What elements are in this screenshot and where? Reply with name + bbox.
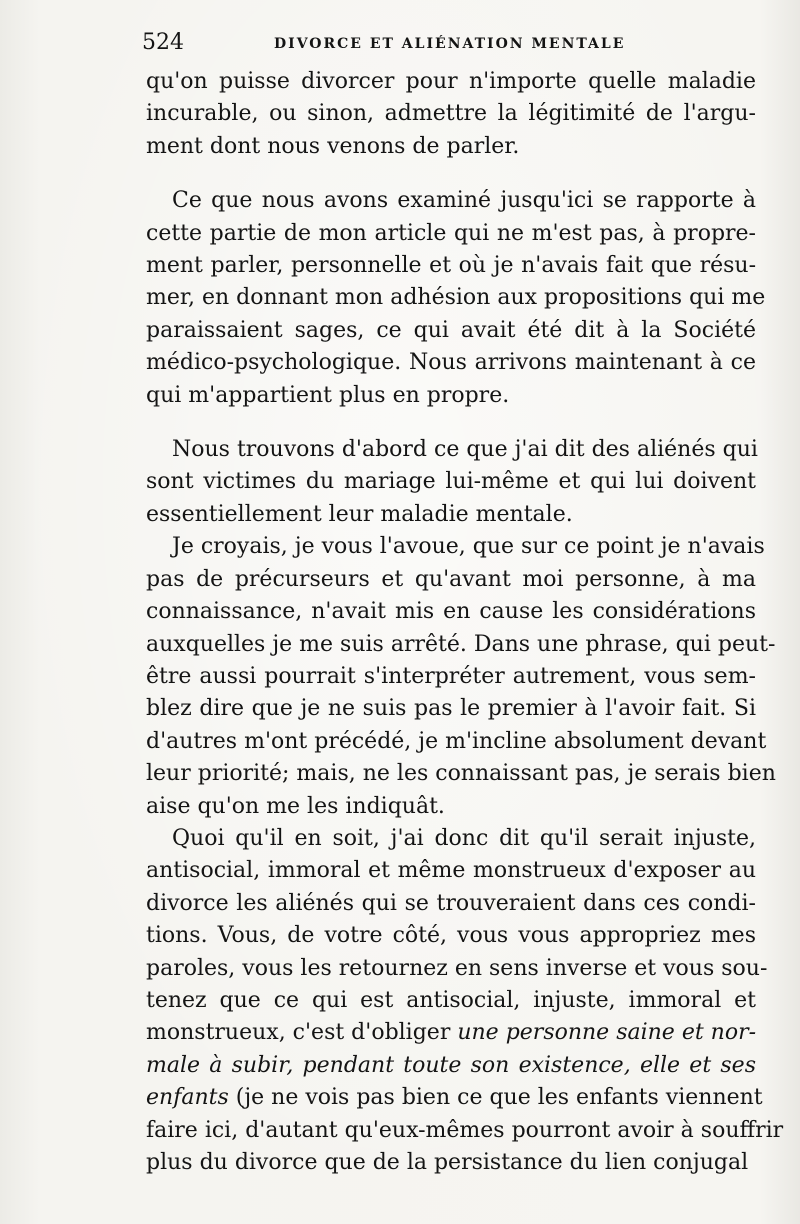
paragraph xyxy=(146,66,756,163)
running-head xyxy=(142,30,756,56)
text-line: essentiellement leur maladie mentale. xyxy=(146,501,573,527)
text-line: leur priorité; mais, ne les connaissant pas, je serais bien xyxy=(146,761,776,787)
paragraph xyxy=(146,185,766,412)
text-line xyxy=(146,1082,763,1114)
text-line-content: Ce que nous avons examiné jusqu'ici se rapporte à xyxy=(172,188,756,214)
page-number: 524 xyxy=(142,30,184,55)
text-line xyxy=(146,434,756,466)
text-line xyxy=(146,185,756,217)
text-line: blez dire que je ne suis pas le premier à l'avoir fait. Si xyxy=(146,696,756,722)
text-run: monstrueux, c'est d'obliger xyxy=(146,1020,458,1046)
paragraph xyxy=(146,434,756,531)
text-line: pas de précurseurs et qu'avant moi personne, à ma xyxy=(146,566,756,592)
text-line: tenez que ce qui est antisocial, injuste, immoral et xyxy=(146,987,756,1013)
running-title: DIVORCE ET ALIÉNATION MENTALE xyxy=(274,36,626,52)
text-line-content: Quoi qu'il en soit, j'ai donc dit qu'il serait injuste, xyxy=(172,825,756,851)
text-line: auxquelles je me suis arrêté. Dans une phrase, qui peut- xyxy=(146,631,776,657)
text-line xyxy=(146,1017,756,1049)
paragraph xyxy=(146,823,784,1179)
text-line: antisocial, immoral et même monstrueux d'exposer au xyxy=(146,858,756,884)
text-line: sont victimes du mariage lui-même et qui lui doivent xyxy=(146,469,756,495)
text-line xyxy=(146,1050,756,1082)
text-line: cette partie de mon article qui ne m'est pas, à propre- xyxy=(146,220,756,246)
text-line xyxy=(146,531,765,563)
paragraph xyxy=(146,531,776,823)
text-line-content: Nous trouvons d'abord ce que j'ai dit des aliénés qui xyxy=(172,437,758,463)
text-line: paroles, vous les retournez en sens inverse et vous sou- xyxy=(146,955,768,981)
text-line: plus du divorce que de la persistance du lien conjugal xyxy=(146,1150,749,1175)
text-line: aise qu'on me les indiquât. xyxy=(146,793,445,819)
text-run: (je ne vois pas bien ce que les enfants viennent xyxy=(228,1085,763,1111)
text-line: mer, en donnant mon adhésion aux propositions qui me xyxy=(146,285,766,311)
text-line xyxy=(146,823,756,855)
text-line-content: Je croyais, je vous l'avoue, que sur ce point je n'avais xyxy=(172,534,765,560)
body-text xyxy=(146,66,784,1179)
text-line: paraissaient sages, ce qui avait été dit à la Société xyxy=(146,317,756,343)
italic-text-run: une personne saine et nor- xyxy=(457,1020,757,1046)
text-line: d'autres m'ont précédé, je m'incline absolument devant xyxy=(146,728,767,754)
text-line: qu'on puisse divorcer pour n'importe quelle maladie xyxy=(146,69,756,94)
text-line: qui m'appartient plus en propre. xyxy=(146,382,510,408)
text-line: faire ici, d'autant qu'eux-mêmes pourront avoir à souffrir xyxy=(146,1117,784,1143)
text-line: incurable, ou sinon, admettre la légitimité de l'argu- xyxy=(146,101,756,127)
text-line: connaissance, n'avait mis en cause les considérations xyxy=(146,599,756,625)
text-line: divorce les aliénés qui se trouveraient dans ces condi- xyxy=(146,890,756,916)
text-line: médico-psychologique. Nous arrivons maintenant à ce xyxy=(146,350,756,376)
text-line: ment dont nous venons de parler. xyxy=(146,133,520,159)
text-line: tions. Vous, de votre côté, vous vous appropriez mes xyxy=(146,923,756,949)
text-line: ment parler, personnelle et où je n'avais fait que résu- xyxy=(146,253,756,279)
italic-text-run: enfants xyxy=(146,1085,229,1111)
text-line: être aussi pourrait s'interpréter autrement, vous sem- xyxy=(146,663,756,689)
italic-text-run: male à subir, pendant toute son existence, elle et ses xyxy=(146,1052,756,1078)
